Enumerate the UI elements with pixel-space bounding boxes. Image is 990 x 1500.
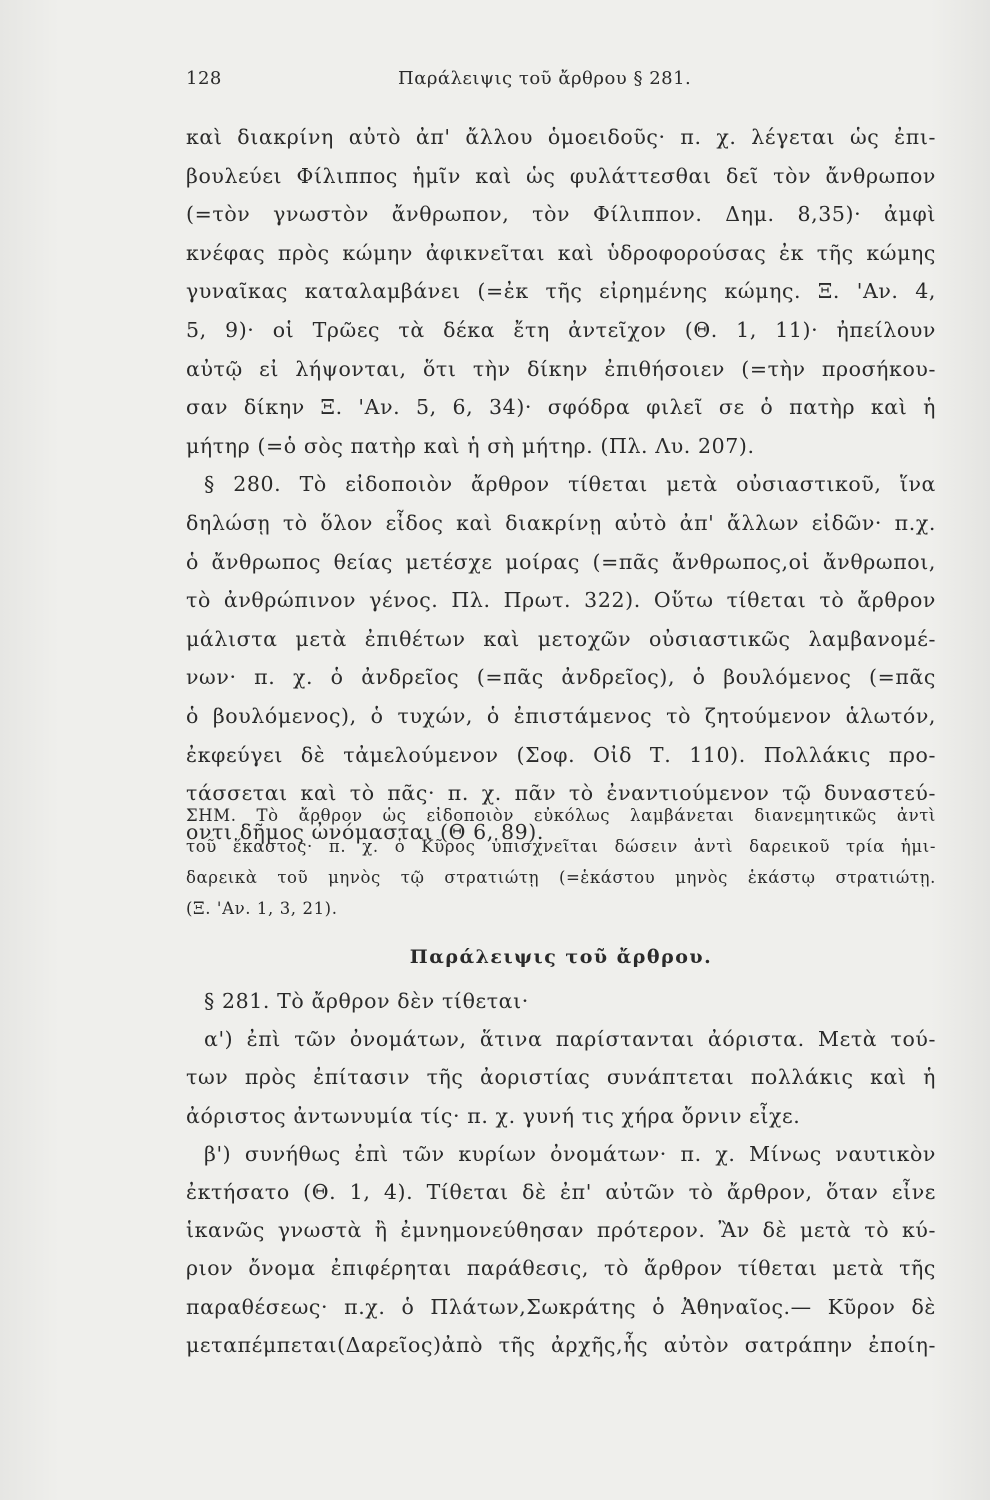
text-line: νων· π. χ. ὁ ἀνδρεῖος (=πᾶς ἀνδρεῖος), ὁ βουλόμενος (=πᾶς — [186, 665, 936, 690]
text-line: μάλιστα μετὰ ἐπιθέτων καὶ μετοχῶν οὐσιαστικῶς λαμβανομέ- — [186, 626, 936, 651]
text-line: σαν δίκην Ξ. 'Αν. 5, 6, 34)· σφόδρα φιλεῖ σε ὁ πατὴρ καὶ ἡ — [186, 395, 936, 420]
section-281-text — [186, 982, 936, 1364]
section-281-start: § 281. Τὸ ἄρθρον δὲν τίθεται· — [204, 989, 529, 1013]
section-heading: Παράλειψις τοῦ ἄρθρου. — [409, 946, 713, 968]
note-line: δαρεικὰ τοῦ μηνὸς τῷ στρατιώτῃ (=ἑκάστου μηνὸς ἑκάστῳ στρατιώτῃ. — [186, 868, 936, 887]
text-line: (=τὸν γνωστὸν ἄνθρωπον, τὸν Φίλιππον. Δημ. 8,35)· ἀμφὶ — [186, 202, 936, 227]
text-line: παραθέσεως· π.χ. ὁ Πλάτων,Σωκράτης ὁ Ἀθηναῖος.— Κῦρον δὲ — [186, 1294, 936, 1319]
running-title: Παράλειψις τοῦ ἄρθρου § 281. — [398, 68, 692, 89]
note-line: (Ξ. 'Αν. 1, 3, 21). — [186, 899, 338, 918]
text-line: ὁ ἄνθρωπος θείας μετέσχε μοίρας (=πᾶς ἄνθρωπος,οἱ ἄνθρωποι, — [186, 549, 936, 574]
page-number: 128 — [186, 68, 222, 89]
text-line: αὐτῷ εἰ λήψονται, ὅτι τὴν δίκην ἐπιθήσοιεν (=τὴν προσήκου- — [186, 356, 936, 381]
text-line: τὸ ἀνθρώπινον γένος. Πλ. Πρωτ. 322). Οὕτω τίθεται τὸ ἄρθρον — [186, 588, 936, 613]
text-line: α') ἐπὶ τῶν ὀνομάτων, ἅτινα παρίστανται ἀόριστα. Μετὰ τού- — [204, 1027, 936, 1052]
main-text — [186, 118, 936, 851]
note-block — [186, 800, 936, 924]
text-line: ἀόριστος ἀντωνυμία τίς· π. χ. γυνή τις χήρα ὄρνιν εἶχε. — [186, 1103, 801, 1128]
text-line: βουλεύει Φίλιππος ἡμῖν καὶ ὡς φυλάττεσθαι δεῖ τὸν ἄνθρωπον — [186, 163, 936, 188]
text-line: μήτηρ (=ὁ σὸς πατὴρ καὶ ἡ σὴ μήτηρ. (Πλ. Λυ. 207). — [186, 433, 755, 458]
section-280-start: § 280. Τὸ εἰδοποιὸν ἄρθρον τίθεται μετὰ οὐσιαστικοῦ, ἵνα — [204, 472, 936, 497]
text-line: ἱκανῶς γνωστὰ ἢ ἐμνημονεύθησαν πρότερον. Ἂν δὲ μετὰ τὸ κύ- — [186, 1218, 936, 1243]
note-line: τοῦ ἕκαστος· π. χ. ὁ Κῦρος ὑπισχνεῖται δώσειν ἀντὶ δαρεικοῦ τρία ἡμι- — [186, 837, 936, 856]
text-line: ἐκφεύγει δὲ τἀμελούμενον (Σοφ. Οἰδ Τ. 110). Πολλάκις προ- — [186, 742, 936, 767]
text-line: ριον ὄνομα ἐπιφέρηται παράθεσις, τὸ ἄρθρον τίθεται μετὰ τῆς — [186, 1256, 936, 1281]
text-line: 5, 9)· οἱ Τρῶες τὰ δέκα ἔτη ἀντεῖχον (Θ. 1, 11)· ἠπείλουν — [186, 317, 936, 342]
text-line: γυναῖκας καταλαμβάνει (=ἐκ τῆς εἰρημένης κώμης. Ξ. 'Αν. 4, — [186, 279, 936, 304]
text-line: ἐκτήσατο (Θ. 1, 4). Τίθεται δὲ ἐπ' αὐτῶν τὸ ἄρθρον, ὅταν εἶνε — [186, 1179, 936, 1204]
text-line: κνέφας πρὸς κώμην ἀφικνεῖται καὶ ὑδροφορούσας ἐκ τῆς κώμης — [186, 240, 936, 265]
page-header — [186, 68, 806, 98]
text-line: δηλώσῃ τὸ ὅλον εἶδος καὶ διακρίνῃ αὐτὸ ἀπ' ἄλλων εἰδῶν· π.χ. — [186, 510, 936, 535]
text-line: ὁ βουλόμενος), ὁ τυχών, ὁ ἐπιστάμενος τὸ ζητούμενον ἁλωτόν, — [186, 703, 936, 728]
text-line: τάσσεται καὶ τὸ πᾶς· π. χ. πᾶν τὸ ἐναντιούμενον τῷ δυναστεύ- — [186, 781, 936, 806]
text-line: β') συνήθως ἐπὶ τῶν κυρίων ὀνομάτων· π. χ. Μίνως ναυτικὸν — [204, 1141, 936, 1166]
text-line: μεταπέμπεται(Δαρεῖος)ἀπὸ τῆς ἀρχῆς,ἧς αὐτὸν σατράπην ἐποίη- — [186, 1332, 936, 1357]
text-line: καὶ διακρίνη αὐτὸ ἀπ' ἄλλου ὁμοειδοῦς· π. χ. λέγεται ὡς ἐπι- — [186, 125, 936, 149]
text-line: των πρὸς ἐπίτασιν τῆς ἀοριστίας συνάπτεται πολλάκις καὶ ἡ — [186, 1065, 936, 1090]
note-line: ΣΗΜ. Τὸ ἄρθρον ὡς εἰδοποιὸν εὐκόλως λαμβάνεται διανεμητικῶς ἀντὶ — [186, 806, 936, 825]
text-line: οντι δῆμος ὠνόμασται (Θ 6, 89). — [186, 819, 545, 844]
